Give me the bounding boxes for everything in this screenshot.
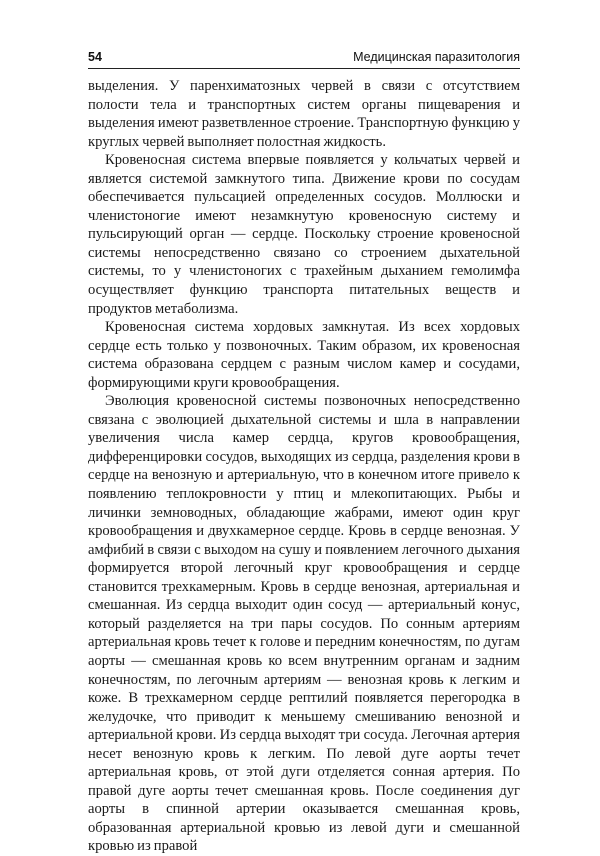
- paragraph-chordate-circulation: Кровеносная система хордовых замкнутая. Из всех хордовых сердце есть только у позвоночных. Таким образом, их кровеносная система образована сердцем с разным числом камер и сосудами, формирующими круги кровообращения.: [88, 319, 520, 391]
- page-header: [88, 48, 520, 69]
- paragraph-respiration-continuation: выделения. У паренхиматозных червей в связи с отсутствием полости тела и транспортных систем органы пищеварения и выделения имеют разветвленное строение. Транспортную функцию у круглых червей выполняет полостная жидкость.: [88, 78, 520, 150]
- running-title: Медицинская паразитология: [353, 50, 520, 64]
- paragraph-vertebrate-evolution: Эволюция кровеносной системы позвоночных непосредственно связана с эволюцией дыхательной системы и шла в направлении увеличения числа камер сердца, кругов кровообращения, дифференцировки сосудов, выходящих из сердца, разделения крови в сердце на венозную и артериальную, что в конечном итоге привело к появлению теплокровности у птиц и млекопитающих. Рыбы и личинки земноводных, обладающие жабрами, имеют один круг кровообращения и двухкамерное сердце. Кровь в сердце венозная. У амфибий в связи с выходом на сушу и появлением легочного дыхания формируется второй легочный круг кровообращения и сердце становится трехкамерным. Кровь в сердце венозная, артериальная и смешанная. Из сердца выходит один сосуд — артериальный конус, который разделяется на три пары сосудов. По сонным артериям артериальная кровь течет к голове и передним конечностям, по дугам аорты — смешанная кровь ко всем внутренним органам и задним конечностям, по легочным артериям — венозная кровь к легким и коже. В трехкамерном сердце рептилий появляется перегородка в желудочке, что приводит к меньшему смешиванию венозной и артериальной крови. Из сердца выходят три сосуда. Легочная артерия несет венозную кровь к легким. По левой дуге аорты течет артериальная кровь, от этой дуги отделяется сонная артерия. По правой дуге аорты течет смешанная кровь. После соединения дуг аорты в спинной артерии оказывается смешанная кровь, образованная артериальной кровью из левой дуги и смешанной кровью из правой: [88, 393, 520, 855]
- paragraph-invertebrate-circulation: Кровеносная система впервые появляется у кольчатых червей и является системой замкнутого типа. Движение крови по сосудам обеспечивается пульсацией определенных сосудов. Моллюски и членистоногие имеют незамкнутую кровеносную систему и пульсирующий орган — сердце. Поскольку строение кровеносной системы непосредственно связано со строением дыхательной системы, то у членистоногих с трахейным дыханием гемолимфа осуществляет функцию транспорта питательных веществ и продуктов метаболизма.: [88, 152, 520, 317]
- body-text: [88, 77, 520, 856]
- page-number: 54: [88, 50, 102, 64]
